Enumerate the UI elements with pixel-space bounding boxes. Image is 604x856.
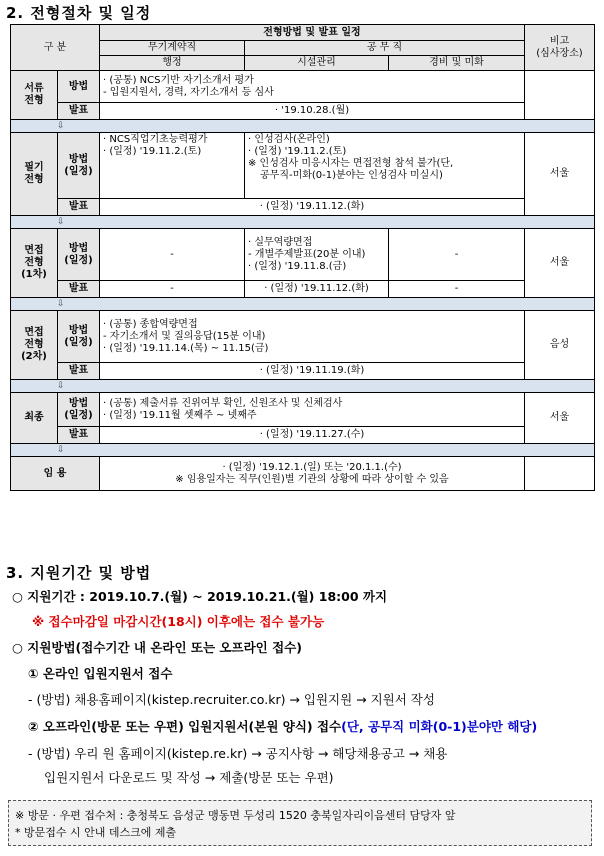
- method-schedule-label: [58, 133, 100, 199]
- stage-appointment: 임 용: [11, 457, 100, 491]
- interview1-admin-announce: -: [100, 281, 245, 298]
- header-remarks: [525, 25, 595, 71]
- method-line: · (일정) '19.11.14.(목) ~ 11.15(금): [103, 342, 269, 354]
- method-line: · (일정) '19.11.2.(토): [248, 146, 347, 157]
- offline-apply-note: (단, 공무직 미화(0-1)분야만 해당): [341, 719, 538, 734]
- offline-apply-title: [28, 717, 537, 735]
- label-line: 방법: [68, 242, 89, 254]
- stage-name-line: (2차): [21, 351, 47, 362]
- method-label: 방법: [58, 71, 100, 103]
- interview1-guard-cell: -: [389, 229, 525, 281]
- final-remark: 서울: [525, 393, 595, 444]
- header-haengjeong: 행정: [100, 56, 245, 71]
- stage-name-line: 서류: [24, 83, 44, 94]
- arrow-down-icon: ⇩: [57, 217, 65, 227]
- header-remarks-sub: (심사장소): [536, 47, 583, 59]
- interview2-remark: 음성: [525, 311, 595, 380]
- offline-apply-desc-2: 입원지원서 다운로드 및 작성 → 제출(방문 또는 우편): [44, 770, 334, 785]
- method-line: - 자기소개서 및 질의응답(15분 이내): [103, 330, 266, 342]
- stage-name-line: 전형: [24, 339, 44, 350]
- method-schedule-label: [58, 311, 100, 363]
- final-announce: · (일정) '19.11.27.(수): [100, 427, 525, 444]
- method-line: ※ 임용일자는 직무(인원)별 기관의 상황에 따라 상이할 수 있음: [175, 473, 449, 485]
- apply-period: ○ 지원기간 : 2019.10.7.(월) ~ 2019.10.21.(월) 18:00 까지: [12, 589, 388, 604]
- announce-label: 발표: [58, 281, 100, 298]
- header-siseol: 시설관리: [245, 56, 389, 71]
- label-line: (일정): [64, 165, 93, 177]
- header-gongmu: 공 무 직: [245, 41, 525, 56]
- document-announce: · '19.10.28.(월): [100, 103, 525, 120]
- method-line: - 개별주제발표(20분 이내): [248, 248, 366, 260]
- method-line: · (공통) NCS기반 자기소개서 평가: [103, 74, 254, 86]
- interview1-guard-announce: -: [389, 281, 525, 298]
- stage-name-line: 면접: [24, 327, 44, 338]
- interview1-facility-cell: [245, 229, 389, 281]
- stage-name-line: 전형: [24, 174, 44, 185]
- visit-submission-note: * 방문접수 시 안내 데스크에 제출: [15, 826, 177, 839]
- document-remark: [525, 71, 595, 120]
- written-right-cell: [245, 133, 525, 199]
- method-line: · 실무역량면접: [248, 236, 313, 248]
- final-method-cell: [100, 393, 525, 427]
- header-mugi: 무기계약직: [100, 41, 245, 56]
- stage-name-line: 전형: [24, 95, 44, 106]
- stage-name-line: (1차): [21, 269, 47, 280]
- section-3-title: 3. 지원기간 및 방법: [6, 564, 152, 582]
- header-method-schedule: 전형방법 및 발표 일정: [100, 25, 525, 41]
- method-line: · (일정) '19.12.1.(일) 또는 '20.1.1.(수): [222, 461, 402, 473]
- arrow-down-icon: ⇩: [57, 445, 65, 455]
- label-line: 방법: [68, 397, 89, 409]
- label-line: 방법: [68, 324, 89, 336]
- selection-schedule-table: [10, 24, 595, 491]
- label-line: (일정): [64, 409, 93, 421]
- method-line: ※ 인성검사 미응시자는 면접전형 참석 불가(단,: [248, 158, 454, 169]
- document-method-cell: [100, 71, 525, 103]
- stage-name-line: 전형: [24, 257, 44, 268]
- method-line: · (공통) 제출서류 진위여부 확인, 신원조사 및 신체검사: [103, 397, 343, 409]
- offline-apply-title-text: ② 오프라인(방문 또는 우편) 입원지원서(본원 양식) 접수: [28, 719, 342, 734]
- stage-document-screening: [11, 71, 58, 120]
- written-announce: · (일정) '19.11.12.(화): [100, 199, 525, 216]
- arrow-down-icon: ⇩: [57, 381, 65, 391]
- header-remarks-label: 비고: [549, 35, 570, 47]
- announce-label: 발표: [58, 363, 100, 380]
- offline-apply-desc-1: - (방법) 우리 원 홈페이지(kistep.re.kr) → 공지사항 → 해당채용공고 → 채용: [28, 746, 448, 761]
- method-line: · (일정) '19.11월 셋째주 ~ 넷째주: [103, 409, 257, 421]
- announce-label: 발표: [58, 199, 100, 216]
- method-line: · 인성검사(온라인): [248, 134, 330, 145]
- apply-method: ○ 지원방법(접수기간 내 온라인 또는 오프라인 접수): [12, 640, 302, 655]
- announce-label: 발표: [58, 427, 100, 444]
- interview2-method-cell: [100, 311, 525, 363]
- interview1-facility-announce: · (일정) '19.11.12.(화): [245, 281, 389, 298]
- interview2-announce: · (일정) '19.11.19.(화): [100, 363, 525, 380]
- stage-written-test: [11, 133, 58, 216]
- stage-interview-2: [11, 311, 58, 380]
- written-left-cell: [100, 133, 245, 199]
- label-line: 방법: [68, 153, 89, 165]
- method-line: - 입원지원서, 경력, 자기소개서 등 심사: [103, 86, 274, 98]
- method-schedule-label: [58, 229, 100, 281]
- method-schedule-label: [58, 393, 100, 427]
- stage-interview-1: [11, 229, 58, 298]
- written-remark: 서울: [525, 133, 595, 216]
- stage-final: 최종: [11, 393, 58, 444]
- arrow-down-icon: ⇩: [57, 299, 65, 309]
- appointment-remark: [525, 457, 595, 491]
- submission-address: ※ 방문 · 우편 접수처 : 충청북도 음성군 맹동면 두성리 1520 충북일자리이음센터 담당자 앞: [15, 809, 456, 822]
- announce-label: 발표: [58, 103, 100, 120]
- arrow-down-icon: ⇩: [57, 121, 65, 131]
- deadline-warning: ※ 접수마감일 마감시간(18시) 이후에는 접수 불가능: [32, 614, 325, 629]
- label-line: (일정): [64, 336, 93, 348]
- method-line: · (일정) '19.11.8.(금): [248, 260, 347, 272]
- submission-note-box: [8, 800, 592, 846]
- appointment-cell: [100, 457, 525, 491]
- section-2-title: 2. 전형절차 및 일정: [6, 4, 152, 22]
- stage-name-line: 필기: [24, 162, 44, 173]
- label-line: (일정): [64, 254, 93, 266]
- header-gyeongbi: 경비 및 미화: [389, 56, 525, 71]
- method-line: · (일정) '19.11.2.(토): [103, 146, 202, 157]
- interview1-admin-cell: -: [100, 229, 245, 281]
- online-apply-desc: - (방법) 채용홈페이지(kistep.recruiter.co.kr) → 입원지원 → 지원서 작성: [28, 692, 435, 707]
- stage-name-line: 면접: [24, 245, 44, 256]
- method-line: · NCS직업기초능력평가: [103, 134, 208, 145]
- header-gubun: 구 분: [11, 25, 100, 71]
- online-apply-title: ① 온라인 입원지원서 접수: [28, 666, 173, 681]
- method-line: 공무직-미화(0-1)분야는 인성검사 미실시): [260, 170, 443, 181]
- method-line: · (공통) 종합역량면접: [103, 318, 198, 330]
- interview1-remark: 서울: [525, 229, 595, 298]
